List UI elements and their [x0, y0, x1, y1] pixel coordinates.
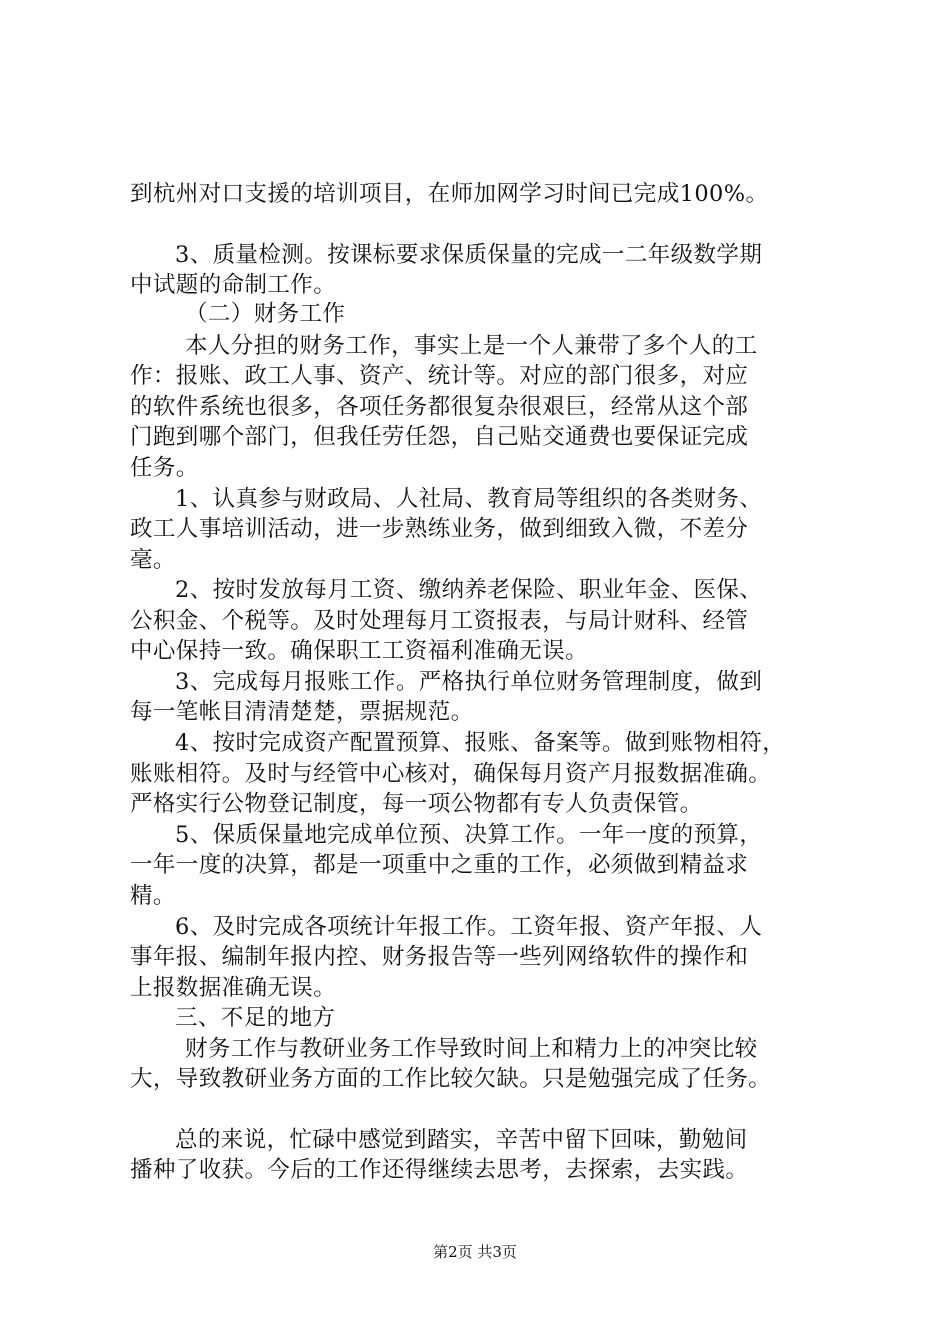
body-line: 事年报、编制年报内控、财务报告等一些列网络软件的操作和 — [130, 944, 749, 970]
body-line: 一年一度的决算，都是一项重中之重的工作，必须做到精益求 — [130, 852, 749, 878]
body-line: 财务工作与教研业务工作导致时间上和精力上的冲突比较 — [185, 1036, 758, 1062]
body-line: 4、按时完成资产配置预算、报账、备案等。做到账物相符， — [175, 730, 786, 756]
body-line: 1、认真参与财政局、人社局、教育局等组织的各类财务、 — [175, 486, 763, 512]
body-line: 精。 — [130, 883, 176, 909]
body-line: 中心保持一致。确保职工工资福利准确无误。 — [130, 638, 589, 664]
body-line: 3、完成每月报账工作。严格执行单位财务管理制度，做到 — [175, 669, 763, 695]
body-line: 的软件系统也很多，各项任务都很复杂很艰巨，经常从这个部 — [130, 394, 749, 420]
body-line: 政工人事培训活动，进一步熟练业务，做到细致入微，不差分 — [130, 516, 749, 542]
body-line: 门跑到哪个部门，但我任劳任怨，自己贴交通费也要保证完成 — [130, 424, 749, 450]
body-line: 毫。 — [130, 547, 176, 573]
body-line: 每一笔帐目清清楚楚，票据规范。 — [130, 699, 474, 725]
body-line: 上报数据准确无误。 — [130, 975, 337, 1001]
body-line: 公积金、个税等。及时处理每月工资报表，与局计财科、经管 — [130, 608, 749, 634]
body-line: 严格实行公物登记制度，每一项公物都有专人负责保管。 — [130, 791, 703, 817]
body-line: 播种了收获。今后的工作还得继续去思考，去探索，去实践。 — [130, 1157, 749, 1183]
body-line: 本人分担的财务工作，事实上是一个人兼带了多个人的工 — [185, 333, 758, 359]
body-line: 大，导致教研业务方面的工作比较欠缺。只是勉强完成了任务。 — [130, 1066, 772, 1092]
body-line: 账账相符。及时与经管中心核对，确保每月资产月报数据准确。 — [130, 761, 772, 787]
page-footer: 第2页 共3页 — [433, 1243, 517, 1261]
section-heading: （二）财务工作 — [185, 301, 346, 327]
body-line: 任务。 — [130, 455, 199, 481]
section-heading: 三、不足的地方 — [175, 1005, 336, 1031]
body-line: 3、质量检测。按课标要求保质保量的完成一二年级数学期 — [175, 242, 763, 268]
body-line: 中试题的命制工作。 — [130, 272, 337, 298]
body-line: 总的来说，忙碌中感觉到踏实，辛苦中留下回味，勤勉间 — [175, 1127, 748, 1153]
body-line: 到杭州对口支援的培训项目，在师加网学习时间已完成100%。 — [130, 181, 769, 207]
body-line: 6、及时完成各项统计年报工作。工资年报、资产年报、人 — [175, 914, 763, 940]
body-line: 5、保质保量地完成单位预、决算工作。一年一度的预算， — [175, 822, 763, 848]
body-line: 2、按时发放每月工资、缴纳养老保险、职业年金、医保、 — [175, 577, 763, 603]
body-line: 作：报账、政工人事、资产、统计等。对应的部门很多，对应 — [130, 363, 749, 389]
